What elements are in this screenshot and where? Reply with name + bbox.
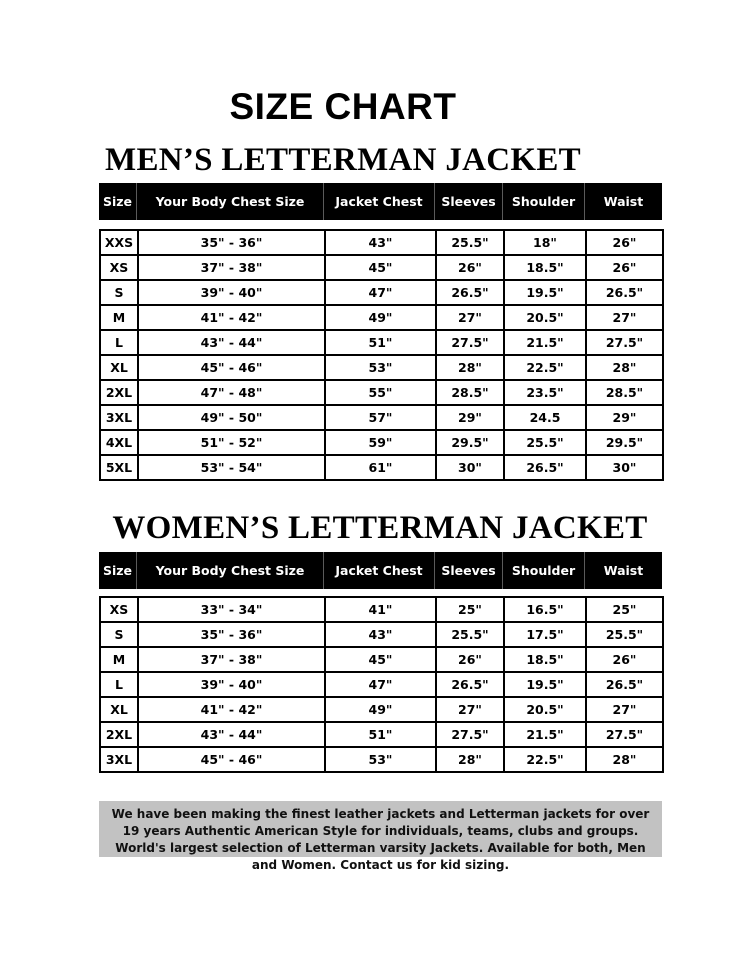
cell-body-chest: 33" - 34" — [138, 597, 325, 622]
men-header-body-chest: Your Body Chest Size — [137, 183, 324, 220]
cell-sleeves: 28.5" — [436, 380, 504, 405]
women-header-shoulder: Shoulder — [503, 552, 585, 589]
cell-jacket-chest: 59" — [325, 430, 436, 455]
cell-waist: 30" — [586, 455, 663, 480]
cell-size: XXS — [100, 230, 138, 255]
table-row — [100, 747, 663, 772]
table-row — [100, 430, 663, 455]
cell-body-chest: 49" - 50" — [138, 405, 325, 430]
cell-waist: 26" — [586, 647, 663, 672]
cell-sleeves: 25.5" — [436, 230, 504, 255]
cell-jacket-chest: 55" — [325, 380, 436, 405]
cell-waist: 25.5" — [586, 622, 663, 647]
cell-sleeves: 27" — [436, 697, 504, 722]
cell-shoulder: 18.5" — [504, 255, 586, 280]
cell-size: S — [100, 280, 138, 305]
table-row — [100, 672, 663, 697]
men-header-size: Size — [99, 183, 137, 220]
cell-sleeves: 28" — [436, 747, 504, 772]
women-section-title: WOMEN’S LETTERMAN JACKET — [112, 510, 648, 546]
cell-sleeves: 28" — [436, 355, 504, 380]
cell-size: XS — [100, 255, 138, 280]
men-header-sleeves: Sleeves — [435, 183, 503, 220]
cell-sleeves: 26" — [436, 647, 504, 672]
cell-shoulder: 18.5" — [504, 647, 586, 672]
cell-sleeves: 25.5" — [436, 622, 504, 647]
cell-shoulder: 20.5" — [504, 305, 586, 330]
women-header-waist: Waist — [603, 563, 644, 578]
cell-size: M — [100, 647, 138, 672]
cell-waist: 27.5" — [586, 722, 663, 747]
cell-shoulder: 16.5" — [504, 597, 586, 622]
men-header-shoulder: Shoulder — [503, 183, 585, 220]
cell-jacket-chest: 51" — [325, 330, 436, 355]
cell-jacket-chest: 49" — [325, 697, 436, 722]
women-table-body — [100, 597, 663, 772]
page-title: SIZE CHART — [229, 86, 457, 127]
cell-jacket-chest: 53" — [325, 355, 436, 380]
cell-size: 4XL — [100, 430, 138, 455]
cell-size: L — [100, 330, 138, 355]
cell-sleeves: 29.5" — [436, 430, 504, 455]
table-row — [100, 230, 663, 255]
women-header-sleeves: Sleeves — [435, 552, 503, 589]
table-row — [100, 622, 663, 647]
cell-body-chest: 41" - 42" — [138, 697, 325, 722]
cell-waist: 25" — [586, 597, 663, 622]
cell-size: 2XL — [100, 380, 138, 405]
cell-shoulder: 24.5 — [504, 405, 586, 430]
cell-body-chest: 39" - 40" — [138, 280, 325, 305]
cell-body-chest: 37" - 38" — [138, 255, 325, 280]
cell-size: 3XL — [100, 747, 138, 772]
cell-size: XL — [100, 697, 138, 722]
table-row — [100, 380, 663, 405]
cell-shoulder: 20.5" — [504, 697, 586, 722]
cell-sleeves: 29" — [436, 405, 504, 430]
men-header-jacket-chest: Jacket Chest — [324, 183, 435, 220]
table-row — [100, 597, 663, 622]
cell-sleeves: 27.5" — [436, 722, 504, 747]
cell-jacket-chest: 43" — [325, 622, 436, 647]
cell-shoulder: 17.5" — [504, 622, 586, 647]
cell-jacket-chest: 43" — [325, 230, 436, 255]
women-header-size: Size — [99, 552, 137, 589]
women-table-header — [99, 552, 662, 589]
table-row — [100, 697, 663, 722]
cell-body-chest: 43" - 44" — [138, 722, 325, 747]
cell-sleeves: 30" — [436, 455, 504, 480]
cell-body-chest: 47" - 48" — [138, 380, 325, 405]
cell-shoulder: 23.5" — [504, 380, 586, 405]
cell-waist: 29" — [586, 405, 663, 430]
cell-body-chest: 37" - 38" — [138, 647, 325, 672]
cell-body-chest: 51" - 52" — [138, 430, 325, 455]
cell-size: 3XL — [100, 405, 138, 430]
table-row — [100, 647, 663, 672]
cell-body-chest: 45" - 46" — [138, 747, 325, 772]
cell-shoulder: 22.5" — [504, 747, 586, 772]
men-header-waist: Waist — [603, 194, 644, 209]
cell-waist: 26.5" — [586, 672, 663, 697]
cell-jacket-chest: 47" — [325, 280, 436, 305]
cell-jacket-chest: 41" — [325, 597, 436, 622]
women-header-jacket-chest: Jacket Chest — [324, 552, 435, 589]
cell-waist: 28" — [586, 747, 663, 772]
cell-shoulder: 21.5" — [504, 330, 586, 355]
cell-sleeves: 26.5" — [436, 280, 504, 305]
cell-size: L — [100, 672, 138, 697]
cell-shoulder: 22.5" — [504, 355, 586, 380]
cell-sleeves: 25" — [436, 597, 504, 622]
cell-body-chest: 39" - 40" — [138, 672, 325, 697]
cell-body-chest: 35" - 36" — [138, 622, 325, 647]
cell-waist: 26" — [586, 230, 663, 255]
cell-size: XL — [100, 355, 138, 380]
cell-jacket-chest: 51" — [325, 722, 436, 747]
men-table-header — [99, 183, 662, 220]
cell-jacket-chest: 61" — [325, 455, 436, 480]
cell-waist: 28.5" — [586, 380, 663, 405]
cell-shoulder: 21.5" — [504, 722, 586, 747]
cell-body-chest: 45" - 46" — [138, 355, 325, 380]
cell-jacket-chest: 49" — [325, 305, 436, 330]
women-header-body-chest: Your Body Chest Size — [137, 552, 324, 589]
cell-jacket-chest: 45" — [325, 255, 436, 280]
cell-shoulder: 19.5" — [504, 280, 586, 305]
cell-jacket-chest: 45" — [325, 647, 436, 672]
cell-waist: 26" — [586, 255, 663, 280]
cell-waist: 27.5" — [586, 330, 663, 355]
cell-sleeves: 26" — [436, 255, 504, 280]
cell-size: M — [100, 305, 138, 330]
cell-waist: 26.5" — [586, 280, 663, 305]
cell-shoulder: 26.5" — [504, 455, 586, 480]
cell-waist: 29.5" — [586, 430, 663, 455]
table-row — [100, 355, 663, 380]
cell-jacket-chest: 47" — [325, 672, 436, 697]
cell-jacket-chest: 53" — [325, 747, 436, 772]
cell-body-chest: 35" - 36" — [138, 230, 325, 255]
table-row — [100, 330, 663, 355]
table-row — [100, 255, 663, 280]
cell-body-chest: 43" - 44" — [138, 330, 325, 355]
table-row — [100, 455, 663, 480]
men-table-body — [100, 230, 663, 480]
cell-shoulder: 18" — [504, 230, 586, 255]
men-section-title: MEN’S LETTERMAN JACKET — [105, 142, 581, 178]
cell-size: XS — [100, 597, 138, 622]
women-size-table — [99, 596, 664, 773]
table-row — [100, 405, 663, 430]
footer-note: We have been making the finest leather jackets and Letterman jackets for over 19 years Authentic American Style for individuals, teams, clubs and groups. World's largest selection of Letterman varsity Jackets. Available for both, Men and Women. Contact us for kid sizing. — [99, 801, 662, 857]
cell-size: 5XL — [100, 455, 138, 480]
cell-waist: 27" — [586, 305, 663, 330]
cell-body-chest: 41" - 42" — [138, 305, 325, 330]
cell-body-chest: 53" - 54" — [138, 455, 325, 480]
cell-sleeves: 27.5" — [436, 330, 504, 355]
table-row — [100, 305, 663, 330]
table-row — [100, 722, 663, 747]
cell-sleeves: 26.5" — [436, 672, 504, 697]
cell-jacket-chest: 57" — [325, 405, 436, 430]
cell-waist: 28" — [586, 355, 663, 380]
cell-waist: 27" — [586, 697, 663, 722]
cell-size: S — [100, 622, 138, 647]
cell-size: 2XL — [100, 722, 138, 747]
table-row — [100, 280, 663, 305]
cell-sleeves: 27" — [436, 305, 504, 330]
men-size-table — [99, 229, 664, 481]
cell-shoulder: 19.5" — [504, 672, 586, 697]
cell-shoulder: 25.5" — [504, 430, 586, 455]
